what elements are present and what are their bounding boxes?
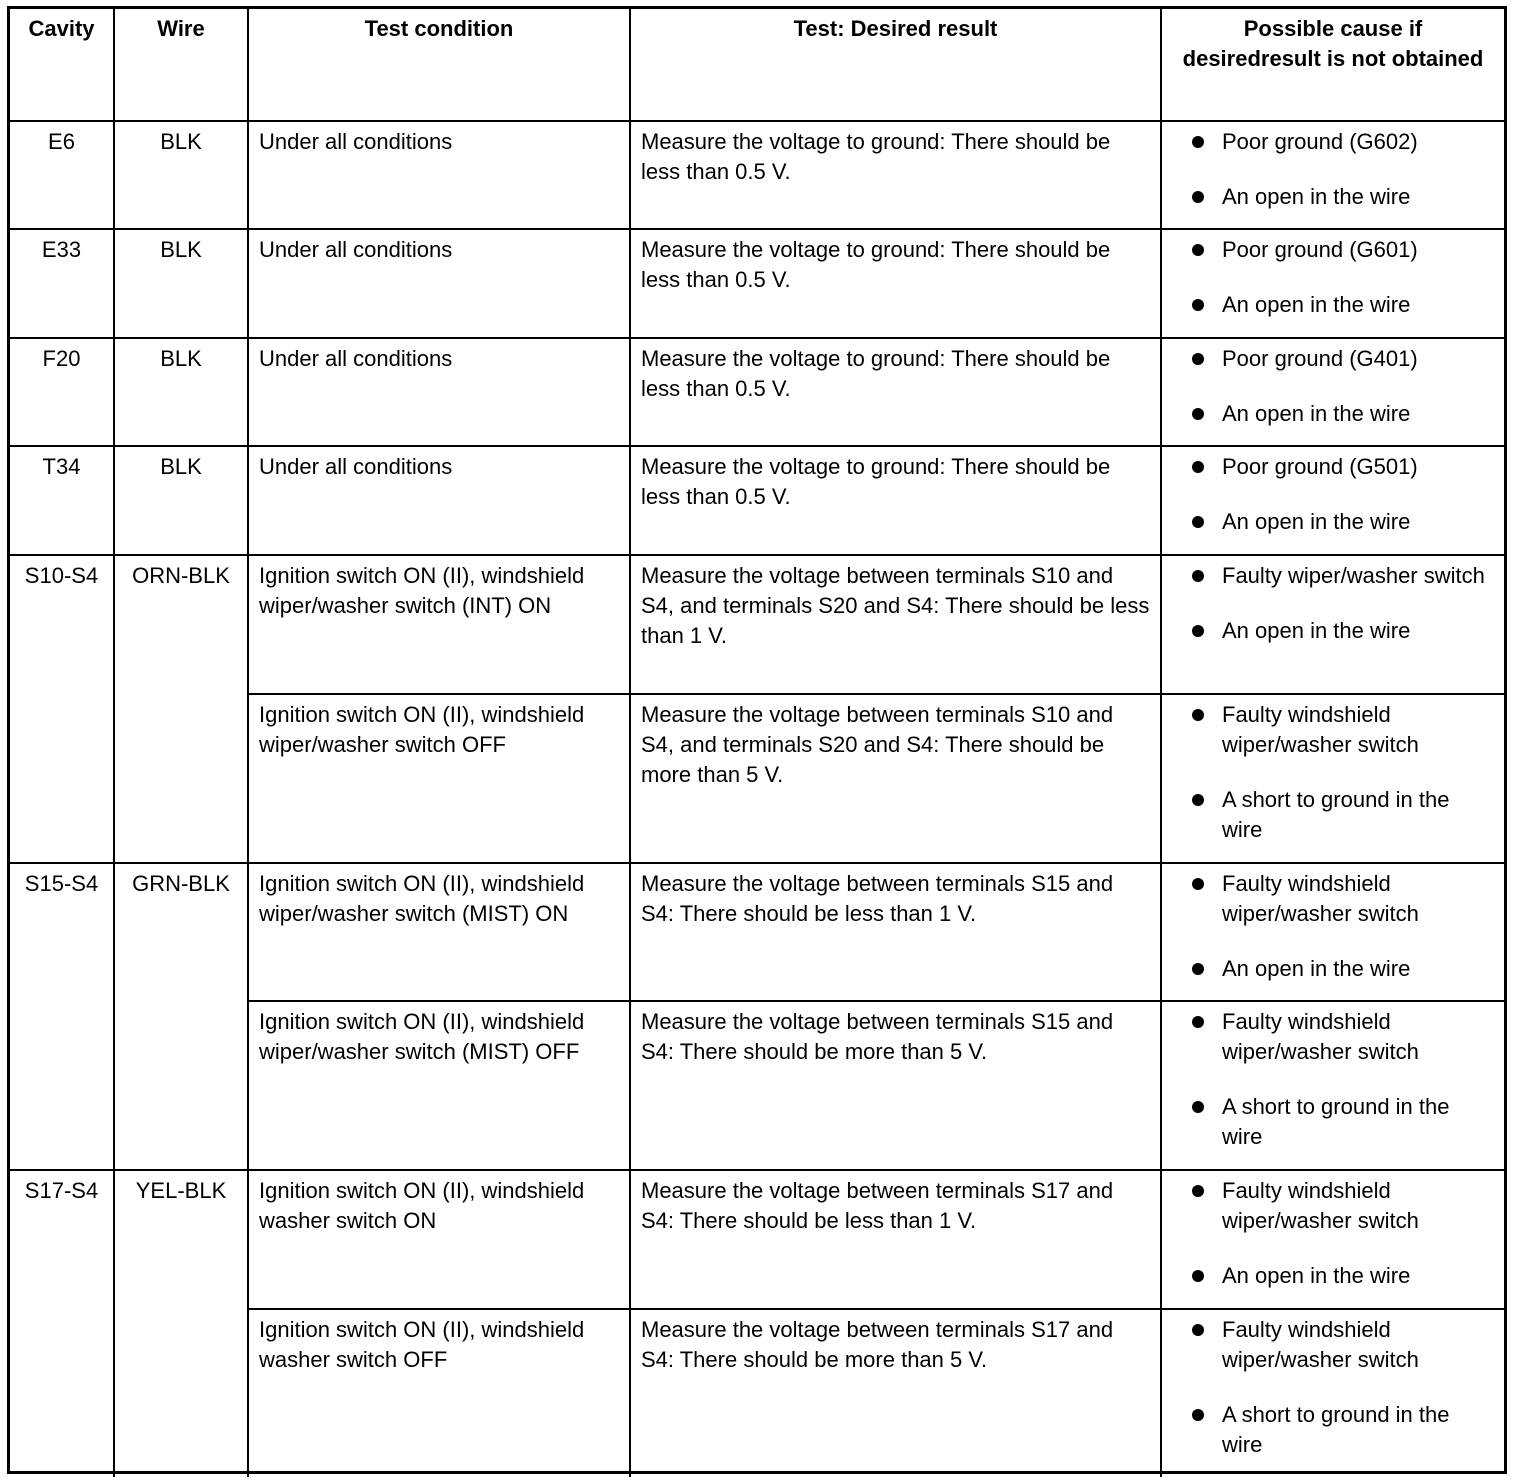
cause-item bbox=[1172, 235, 1494, 265]
cause-item bbox=[1172, 1092, 1494, 1152]
desired-result-cell: Measure the voltage between terminals S10 and S4, and terminals S20 and S4: There should be more than 5 V. bbox=[630, 694, 1161, 863]
cause-item bbox=[1172, 561, 1494, 591]
test-condition-cell: Under all conditions bbox=[248, 229, 630, 338]
bullet-icon bbox=[1192, 191, 1204, 203]
test-condition-cell: Under all conditions bbox=[248, 338, 630, 446]
test-condition-cell: Ignition switch ON (II), windshield wiper/washer switch (MIST) ON bbox=[248, 863, 630, 1001]
bullet-icon bbox=[1192, 1101, 1204, 1113]
header-test-condition: Test condition bbox=[248, 9, 630, 121]
cause-text: Poor ground (G601) bbox=[1222, 237, 1418, 262]
header-wire: Wire bbox=[114, 9, 248, 121]
cavity-cell: T34 bbox=[10, 446, 114, 555]
cause-text: An open in the wire bbox=[1222, 401, 1411, 426]
test-condition-cell: Under all conditions bbox=[248, 121, 630, 229]
test-table-frame bbox=[7, 6, 1507, 1474]
possible-cause-cell bbox=[1161, 1170, 1504, 1309]
cause-list bbox=[1172, 344, 1494, 429]
bullet-icon bbox=[1192, 625, 1204, 637]
bullet-icon bbox=[1192, 1324, 1204, 1336]
cause-list bbox=[1172, 869, 1494, 984]
bullet-icon bbox=[1192, 1016, 1204, 1028]
cause-item bbox=[1172, 290, 1494, 320]
cavity-cell: S15-S4 bbox=[10, 863, 114, 1170]
wire-cell: GRN-BLK bbox=[114, 863, 248, 1170]
cause-text: A short to ground in the wire bbox=[1222, 1094, 1450, 1149]
wire-cell: YEL-BLK bbox=[114, 1170, 248, 1477]
cause-text: Poor ground (G401) bbox=[1222, 346, 1418, 371]
cause-list bbox=[1172, 452, 1494, 537]
cavity-cell: E6 bbox=[10, 121, 114, 229]
bullet-icon bbox=[1192, 709, 1204, 721]
bullet-icon bbox=[1192, 1409, 1204, 1421]
cause-item bbox=[1172, 1261, 1494, 1291]
bullet-icon bbox=[1192, 963, 1204, 975]
cause-item bbox=[1172, 869, 1494, 929]
desired-result-cell: Measure the voltage between terminals S15 and S4: There should be more than 5 V. bbox=[630, 1001, 1161, 1170]
cause-list bbox=[1172, 700, 1494, 845]
cause-text: Poor ground (G501) bbox=[1222, 454, 1418, 479]
table-row bbox=[10, 229, 1504, 338]
bullet-icon bbox=[1192, 516, 1204, 528]
possible-cause-cell bbox=[1161, 1309, 1504, 1477]
possible-cause-cell bbox=[1161, 121, 1504, 229]
table-row bbox=[10, 446, 1504, 555]
cause-text: Faulty windshield wiper/washer switch bbox=[1222, 1317, 1419, 1372]
test-condition-cell: Ignition switch ON (II), windshield wiper/washer switch (MIST) OFF bbox=[248, 1001, 630, 1170]
test-condition-cell: Ignition switch ON (II), windshield wiper/washer switch (INT) ON bbox=[248, 555, 630, 694]
cause-text: An open in the wire bbox=[1222, 618, 1411, 643]
test-condition-cell: Ignition switch ON (II), windshield wiper/washer switch OFF bbox=[248, 694, 630, 863]
test-condition-cell: Under all conditions bbox=[248, 446, 630, 555]
desired-result-cell: Measure the voltage between terminals S17 and S4: There should be more than 5 V. bbox=[630, 1309, 1161, 1477]
cause-text: An open in the wire bbox=[1222, 1263, 1411, 1288]
cause-item bbox=[1172, 1007, 1494, 1067]
possible-cause-cell bbox=[1161, 446, 1504, 555]
cause-item bbox=[1172, 785, 1494, 845]
table-row bbox=[10, 121, 1504, 229]
cause-text: An open in the wire bbox=[1222, 956, 1411, 981]
bullet-icon bbox=[1192, 353, 1204, 365]
header-cavity: Cavity bbox=[10, 9, 114, 121]
cause-item bbox=[1172, 1400, 1494, 1460]
possible-cause-cell bbox=[1161, 694, 1504, 863]
cause-item bbox=[1172, 700, 1494, 760]
cause-item bbox=[1172, 1176, 1494, 1236]
table-row bbox=[10, 863, 1504, 1001]
possible-cause-cell bbox=[1161, 863, 1504, 1001]
bullet-icon bbox=[1192, 570, 1204, 582]
bullet-icon bbox=[1192, 136, 1204, 148]
cause-item bbox=[1172, 399, 1494, 429]
bullet-icon bbox=[1192, 244, 1204, 256]
cause-text: Faulty wiper/washer switch bbox=[1222, 563, 1485, 588]
desired-result-cell: Measure the voltage between terminals S17 and S4: There should be less than 1 V. bbox=[630, 1170, 1161, 1309]
desired-result-cell: Measure the voltage to ground: There should be less than 0.5 V. bbox=[630, 338, 1161, 446]
table-row bbox=[10, 1170, 1504, 1309]
cause-item bbox=[1172, 954, 1494, 984]
cause-list bbox=[1172, 1176, 1494, 1291]
possible-cause-cell bbox=[1161, 338, 1504, 446]
possible-cause-cell bbox=[1161, 555, 1504, 694]
cause-item bbox=[1172, 182, 1494, 212]
cause-item bbox=[1172, 127, 1494, 157]
header-possible-cause: Possible cause if desiredresult is not obtained bbox=[1161, 9, 1504, 121]
cause-list bbox=[1172, 235, 1494, 320]
cause-item bbox=[1172, 344, 1494, 374]
cause-list bbox=[1172, 561, 1494, 646]
table-body bbox=[10, 121, 1504, 1477]
wire-cell: BLK bbox=[114, 338, 248, 446]
wire-cell: BLK bbox=[114, 446, 248, 555]
cause-item bbox=[1172, 1315, 1494, 1375]
cause-text: Poor ground (G602) bbox=[1222, 129, 1418, 154]
wire-cell: ORN-BLK bbox=[114, 555, 248, 863]
cause-item bbox=[1172, 507, 1494, 537]
cause-text: An open in the wire bbox=[1222, 184, 1411, 209]
test-condition-cell: Ignition switch ON (II), windshield washer switch OFF bbox=[248, 1309, 630, 1477]
test-condition-cell: Ignition switch ON (II), windshield washer switch ON bbox=[248, 1170, 630, 1309]
header-row bbox=[10, 9, 1504, 121]
cause-list bbox=[1172, 127, 1494, 212]
bullet-icon bbox=[1192, 461, 1204, 473]
cause-text: Faulty windshield wiper/washer switch bbox=[1222, 871, 1419, 926]
desired-result-cell: Measure the voltage to ground: There should be less than 0.5 V. bbox=[630, 229, 1161, 338]
table-row bbox=[10, 555, 1504, 694]
bullet-icon bbox=[1192, 1270, 1204, 1282]
possible-cause-cell bbox=[1161, 229, 1504, 338]
cavity-cell: S17-S4 bbox=[10, 1170, 114, 1477]
cause-item bbox=[1172, 616, 1494, 646]
cause-text: An open in the wire bbox=[1222, 292, 1411, 317]
cause-list bbox=[1172, 1007, 1494, 1152]
cause-item bbox=[1172, 452, 1494, 482]
header-desired-result: Test: Desired result bbox=[630, 9, 1161, 121]
possible-cause-cell bbox=[1161, 1001, 1504, 1170]
bullet-icon bbox=[1192, 878, 1204, 890]
cavity-cell: F20 bbox=[10, 338, 114, 446]
cause-text: Faulty windshield wiper/washer switch bbox=[1222, 1178, 1419, 1233]
cause-text: A short to ground in the wire bbox=[1222, 787, 1450, 842]
test-table bbox=[10, 9, 1504, 1477]
bullet-icon bbox=[1192, 794, 1204, 806]
cause-text: A short to ground in the wire bbox=[1222, 1402, 1450, 1457]
cause-list bbox=[1172, 1315, 1494, 1460]
cavity-cell: E33 bbox=[10, 229, 114, 338]
wire-cell: BLK bbox=[114, 121, 248, 229]
bullet-icon bbox=[1192, 299, 1204, 311]
table-row bbox=[10, 338, 1504, 446]
cause-text: Faulty windshield wiper/washer switch bbox=[1222, 702, 1419, 757]
desired-result-cell: Measure the voltage to ground: There should be less than 0.5 V. bbox=[630, 121, 1161, 229]
wire-cell: BLK bbox=[114, 229, 248, 338]
cavity-cell: S10-S4 bbox=[10, 555, 114, 863]
cause-text: Faulty windshield wiper/washer switch bbox=[1222, 1009, 1419, 1064]
bullet-icon bbox=[1192, 408, 1204, 420]
cause-text: An open in the wire bbox=[1222, 509, 1411, 534]
desired-result-cell: Measure the voltage to ground: There should be less than 0.5 V. bbox=[630, 446, 1161, 555]
desired-result-cell: Measure the voltage between terminals S15 and S4: There should be less than 1 V. bbox=[630, 863, 1161, 1001]
desired-result-cell: Measure the voltage between terminals S10 and S4, and terminals S20 and S4: There should be less than 1 V. bbox=[630, 555, 1161, 694]
bullet-icon bbox=[1192, 1185, 1204, 1197]
